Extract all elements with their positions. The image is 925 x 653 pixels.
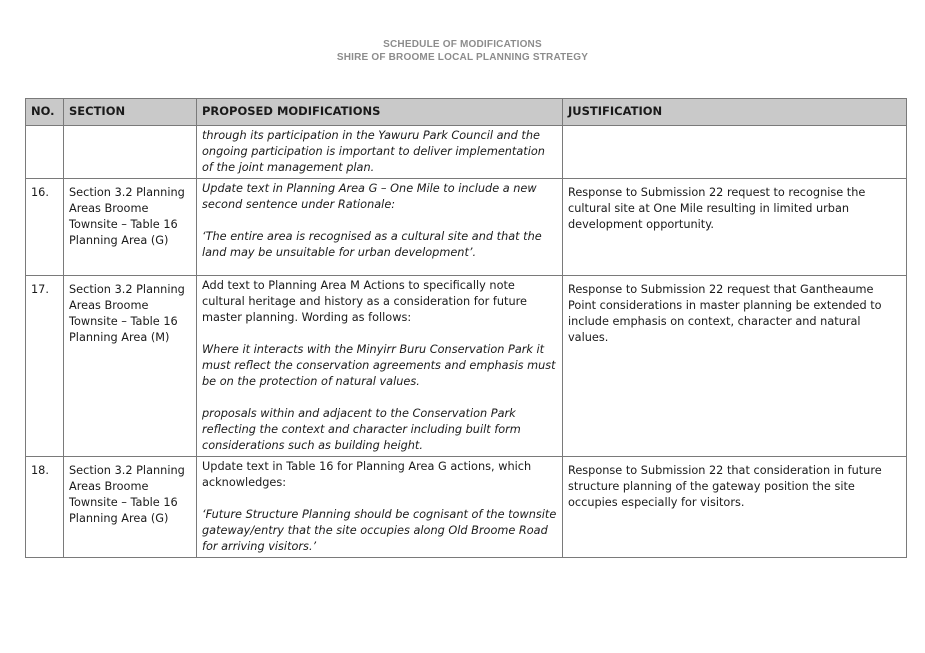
header-subtitle: SHIRE OF BROOME LOCAL PLANNING STRATEGY [336, 52, 589, 63]
row-justification: Response to Submission 22 request to recognise the cultural site at One Mile resulting in limited urban development opportunity. [563, 179, 907, 276]
row-number [26, 126, 64, 179]
table-row [26, 179, 907, 276]
row-justification: Response to Submission 22 that consideration in future structure planning of the gateway position the site occupies especially for visitors. [563, 457, 907, 558]
column-header-no: NO. [26, 99, 64, 126]
modification-text: Add text to Planning Area M Actions to specifically note cultural heritage and history as a consideration for future master planning. Wording as follows: [202, 279, 527, 324]
row-modification [197, 126, 563, 179]
table-row [26, 276, 907, 457]
modification-quote: ‘Future Structure Planning should be cognisant of the townsite gateway/entry that the site occupies along Old Broome Road for arriving visitors.’ [202, 508, 557, 553]
modifications-table [25, 98, 907, 558]
row-section: Section 3.2 Planning Areas Broome Townsite – Table 16 Planning Area (G) [64, 457, 197, 558]
header-title: SCHEDULE OF MODIFICATIONS [383, 39, 542, 50]
row-modification [197, 457, 563, 558]
modification-text: through its participation in the Yawuru Park Council and the ongoing participation is important to deliver implementation of the joint management plan. [202, 129, 545, 174]
column-header-proposed-modifications: PROPOSED MODIFICATIONS [197, 99, 563, 126]
row-section [64, 126, 197, 179]
row-number: 18. [26, 457, 64, 558]
row-modification [197, 276, 563, 457]
modification-quote: ‘The entire area is recognised as a cultural site and that the land may be unsuitable for urban development’. [202, 230, 542, 259]
row-justification: Response to Submission 22 request that Gantheaume Point considerations in master planning be extended to include emphasis on context, character and natural values. [563, 276, 907, 457]
table-header-row [26, 99, 907, 126]
row-section: Section 3.2 Planning Areas Broome Townsite – Table 16 Planning Area (M) [64, 276, 197, 457]
row-justification [563, 126, 907, 179]
row-modification [197, 179, 563, 276]
document-header [0, 38, 925, 64]
modification-text: Update text in Table 16 for Planning Area G actions, which acknowledges: [202, 460, 532, 489]
row-number: 16. [26, 179, 64, 276]
row-number: 17. [26, 276, 64, 457]
row-section: Section 3.2 Planning Areas Broome Townsite – Table 16 Planning Area (G) [64, 179, 197, 276]
table-row [26, 126, 907, 179]
modification-quote: Where it interacts with the Minyirr Buru Conservation Park it must reflect the conservation agreements and emphasis must be on the protection of natural values. [202, 343, 556, 388]
table-row [26, 457, 907, 558]
modification-text: Update text in Planning Area G – One Mile to include a new second sentence under Rationale: [202, 182, 537, 211]
column-header-justification: JUSTIFICATION [563, 99, 907, 126]
column-header-section: SECTION [64, 99, 197, 126]
modification-quote: proposals within and adjacent to the Conservation Park reflecting the context and character including built form considerations such as building height. [202, 407, 521, 452]
